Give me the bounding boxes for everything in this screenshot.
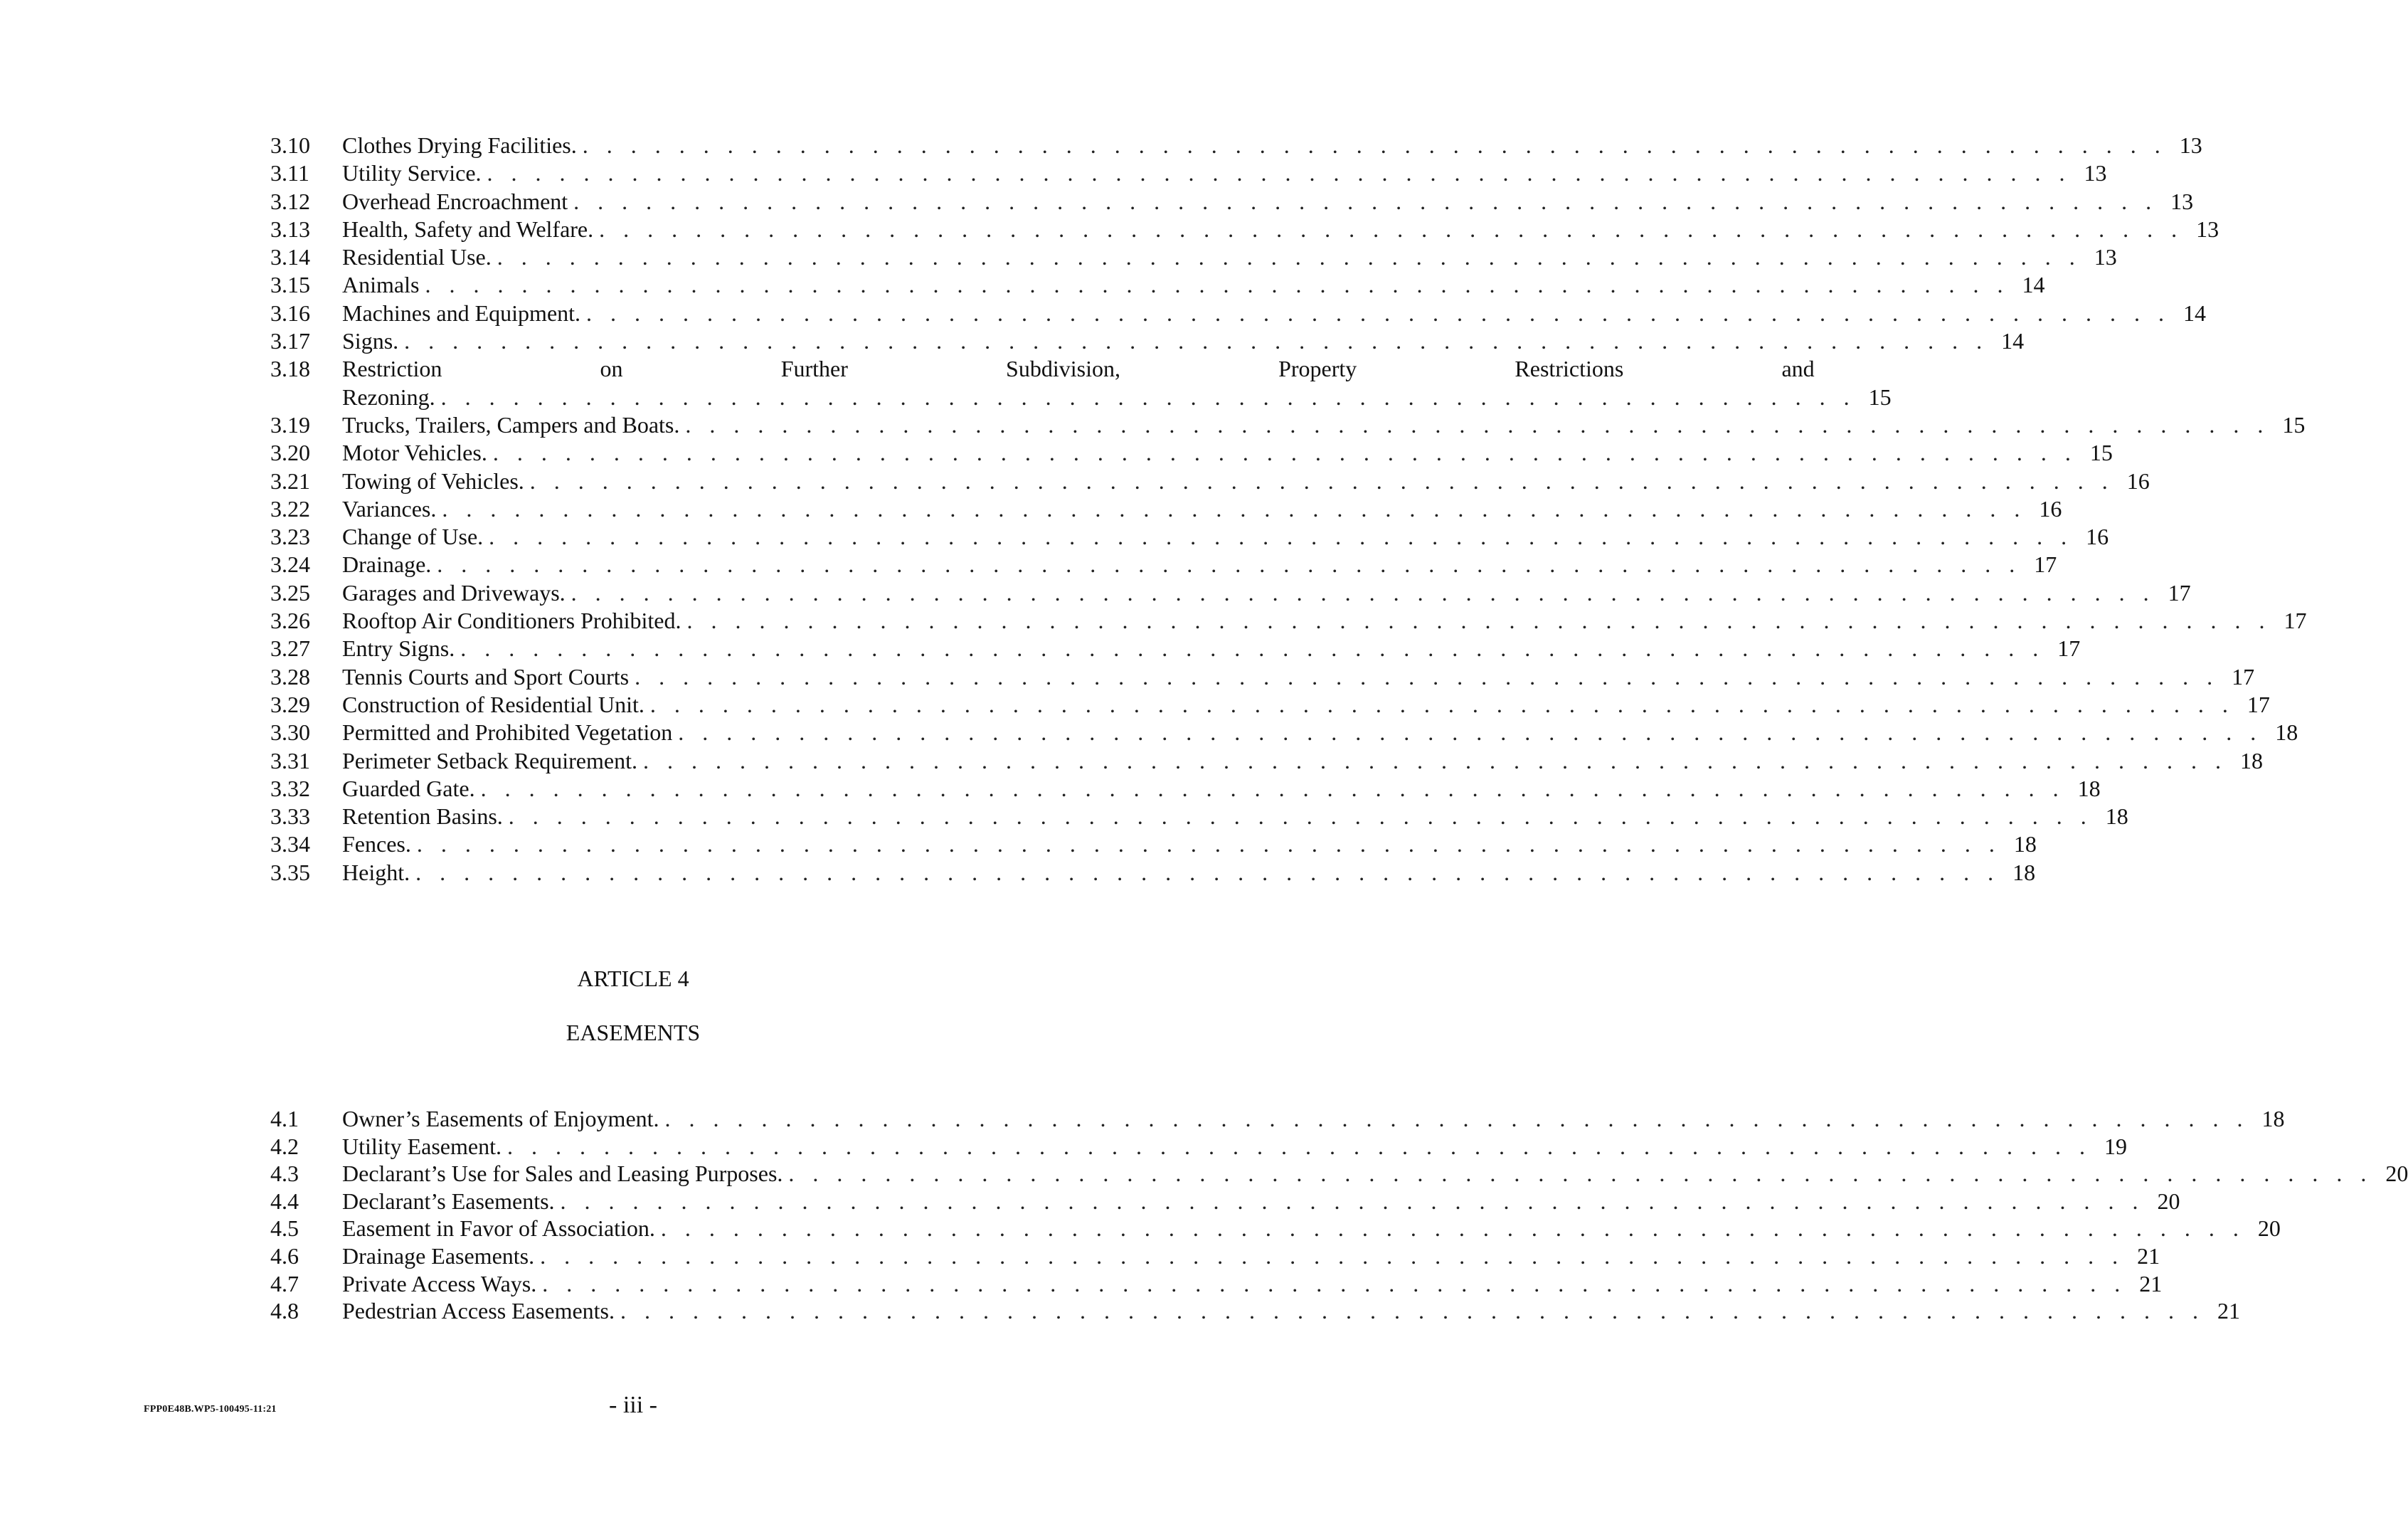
- toc-entry-number: 3.17: [270, 328, 310, 354]
- toc-entry-title: Machines and Equipment.: [342, 300, 581, 326]
- toc-entry: [270, 1215, 2281, 1242]
- toc-entry: [270, 271, 2045, 299]
- toc-entry-title: Trucks, Trailers, Campers and Boats.: [342, 411, 680, 438]
- toc-entry-number: 3.34: [270, 831, 310, 857]
- toc-entry-title: Perimeter Setback Requirement.: [342, 747, 637, 773]
- dot-leader: . . . . . . . . . . . . . . . . . . . . . . . . . . . . . . . . . . . . . . . . . . . . . . . . . . . . . . . . . . . . . . . . . .: [660, 1215, 2245, 1242]
- toc-entries-mid: [270, 411, 2307, 887]
- toc-entry-number: 4.7: [270, 1270, 299, 1296]
- toc-entry-page: 13: [2179, 132, 2202, 158]
- toc-entry-title: Easement in Favor of Association.: [342, 1215, 655, 1242]
- article-heading: ARTICLE 4: [577, 966, 689, 991]
- toc-entry-title: Garages and Driveways.: [342, 579, 566, 606]
- dot-leader: . . . . . . . . . . . . . . . . . . . . . . . . . . . . . . . . . . . . . . . . . . . . . . . . . . . . . . . . . . . . . . . . . .: [664, 1106, 2249, 1131]
- toc-entry-page: 15: [1868, 384, 1892, 410]
- toc-entry-title: Variances.: [342, 495, 437, 522]
- toc-entry-page: 18: [2275, 719, 2298, 746]
- toc-entry-number: 3.16: [270, 300, 310, 326]
- article-title: EASEMENTS: [566, 1020, 701, 1045]
- toc-entry-page: 19: [2104, 1133, 2127, 1159]
- toc-entry-page: 18: [2077, 775, 2101, 801]
- toc-entry: [270, 719, 2298, 746]
- toc-entry-number: 3.11: [270, 160, 309, 186]
- dot-leader: . . . . . . . . . . . . . . . . . . . . . . . . . . . . . . . . . . . . . . . . . . . . . . . . . . . . . . . . . . . . . . . . . .: [635, 663, 2219, 690]
- toc-entry-number: 4.8: [270, 1298, 299, 1324]
- toc-entry: [270, 859, 2036, 887]
- toc-entry: [270, 1270, 2163, 1298]
- toc-entry-number: 3.27: [270, 635, 310, 662]
- toc-entry-page: 17: [2057, 635, 2081, 662]
- toc-entry-page: 18: [2012, 859, 2036, 885]
- dot-leader: . . . . . . . . . . . . . . . . . . . . . . . . . . . . . . . . . . . . . . . . . . . . . . . . . . . . . . . . . . . . . . . . . .: [542, 1270, 2127, 1296]
- toc-entry-page: 13: [2094, 244, 2117, 270]
- toc-entry-title: Fences.: [342, 831, 411, 857]
- dot-leader: . . . . . . . . . . . . . . . . . . . . . . . . . . . . . . . . . . . . . . . . . . . . . . . . . . . . . . . . . . . . . . . . . .: [649, 691, 2234, 717]
- dot-leader: . . . . . . . . . . . . . . . . . . . . . . . . . . . . . . . . . . . . . . . . . . . . . . . . . . . . . . . . . . . . . . . . . .: [487, 160, 2072, 186]
- toc-entry: [270, 132, 2202, 159]
- toc-entry: [270, 439, 2113, 467]
- dot-leader: . . . . . . . . . . . . . . . . . . . . . . . . . . . . . . . . . . . . . . . . . . . . . . . . . . . . . . . . . . . . . . . . . .: [404, 328, 1989, 354]
- toc-entry: [270, 1297, 2240, 1325]
- toc-entry-number: 3.26: [270, 608, 310, 634]
- toc-entry: [270, 1242, 2160, 1270]
- dot-leader: . . . . . . . . . . . . . . . . . . . . . . . . . . . . . . . . . . . . . . . . . . . . . . . . . . . . . . . . . . . . . . . . . .: [497, 244, 2081, 270]
- toc-entry: [270, 1188, 2180, 1215]
- toc-entry-title: Utility Easement.: [342, 1133, 502, 1159]
- dot-leader: . . . . . . . . . . . . . . . . . . . . . . . . . . . . . . . . . . . . . . . . . . . . . . . . . . . . . . . . . . . . . . . . . .: [620, 1298, 2205, 1324]
- toc-entry-number: 4.2: [270, 1133, 299, 1159]
- toc-entry-title: Motor Vehicles.: [342, 440, 487, 466]
- toc-entry-number: 3.22: [270, 495, 310, 522]
- toc-entry-title: Tennis Courts and Sport Courts: [342, 663, 630, 690]
- toc-entry: [270, 1133, 2127, 1161]
- document-id-footer: FPP0E48B.WP5-100495-11:21: [144, 1404, 277, 1415]
- toc-entry-number: 3.30: [270, 719, 310, 746]
- toc-entry-page: 21: [2139, 1270, 2163, 1296]
- toc-entry-title: Entry Signs.: [342, 635, 455, 662]
- toc-entry-page: 20: [2257, 1215, 2281, 1242]
- toc-entries-bottom: [270, 1105, 2408, 1325]
- toc-entry-title: Permitted and Prohibited Vegetation: [342, 719, 673, 746]
- toc-entry-number: 3.10: [270, 132, 310, 158]
- toc-entry: [270, 830, 2037, 858]
- dot-leader: . . . . . . . . . . . . . . . . . . . . . . . . . . . . . . . . . . . . . . . . . . . . . . . . . . . . . . . . . . . . . . . . . .: [586, 300, 2171, 326]
- toc-entry: [270, 663, 2255, 691]
- toc-entry-title: Residential Use.: [342, 244, 492, 270]
- toc-entry-number: 4.4: [270, 1188, 299, 1214]
- toc-entry-title-line2-row: [342, 384, 1892, 411]
- toc-entry-wrap-body: [342, 355, 1892, 411]
- toc-entry-wrapped: [270, 355, 1892, 411]
- toc-entry-number: 3.18: [270, 356, 310, 382]
- toc-entry-title: Construction of Residential Unit.: [342, 691, 645, 717]
- toc-entry-page: 17: [2034, 551, 2057, 578]
- dot-leader: . . . . . . . . . . . . . . . . . . . . . . . . . . . . . . . . . . . . . . . . . . . . . . . . . . . . . . . . . . . . . . . . . .: [685, 411, 2270, 438]
- toc-entry: [270, 300, 2207, 327]
- toc-entry-number: 3.25: [270, 579, 310, 606]
- toc-entry-number: 4.3: [270, 1161, 299, 1187]
- dot-leader: . . . . . . . . . . . . . . . . . . . . . . . . . . . . . . . . . . . . . . . . . . . . . . . . . . . . . . . . . . . . . . . . . .: [415, 859, 2000, 885]
- page-number-footer: - iii -: [609, 1392, 657, 1418]
- dot-leader: . . . . . . . . . . . . . . . . . . . . . . . . . . . . . . . . . . . . . . . . . . . . . . . . . . . . . . . . . . . . . . . . . .: [788, 1161, 2373, 1187]
- dot-leader: . . . . . . . . . . . . . . . . . . . . . . . . . . . . . . . . . . . . . . . . . . . . . . . . . . . . . . . . . . . . . . . . . .: [529, 468, 2114, 494]
- dot-leader: . . . . . . . . . . . . . . . . . . . . . . . . . . . . . . . . . . . . . . . . . . . . . . . . . . . . . . . . . . . . . . . . . .: [642, 747, 2227, 773]
- toc-entry-page: 17: [2247, 691, 2270, 717]
- toc-entry-title: Health, Safety and Welfare.: [342, 216, 594, 242]
- toc-entry: [270, 495, 2062, 523]
- dot-leader: . . . . . . . . . . . . . . . . . . . . . . . . . . . . . . . . . . . . . . . . . . . . . . . . . . . . . . . . . . . . . . . . . .: [582, 132, 2167, 158]
- toc-entry-number: 3.31: [270, 747, 310, 773]
- toc-entry: [270, 691, 2270, 719]
- toc-article-3-list: [270, 132, 2307, 887]
- toc-entry-number: 4.5: [270, 1215, 299, 1242]
- toc-entry: [270, 775, 2101, 803]
- toc-entry-page: 16: [2086, 524, 2109, 550]
- toc-entry-number: 3.20: [270, 440, 310, 466]
- toc-entry-title: Signs.: [342, 328, 399, 354]
- toc-entry: [270, 635, 2081, 662]
- toc-entry-number: 3.32: [270, 775, 310, 801]
- dot-leader: . . . . . . . . . . . . . . . . . . . . . . . . . . . . . . . . . . . . . . . . . . . . . . . . . . . . . . . . . . . . . . . . . .: [416, 831, 2001, 857]
- toc-entry: [270, 188, 2194, 216]
- dot-leader: . . . . . . . . . . . . . . . . . . . . . . . . . . . . . . . . . . . . . . . . . . . . . . . . . . . . . . . . . . . . . . . . . .: [560, 1188, 2145, 1214]
- toc-entry: [270, 1160, 2408, 1188]
- toc-entry-title-line2: Rezoning.: [342, 384, 435, 410]
- toc-entry: [270, 523, 2109, 551]
- toc-entry-number: 3.15: [270, 272, 310, 298]
- dot-leader: . . . . . . . . . . . . . . . . . . . . . . . . . . . . . . . . . . . . . . . . . . . . . . . . . . . . . . . . . . . . . . . . . .: [678, 719, 2263, 746]
- dot-leader: . . . . . . . . . . . . . . . . . . . . . . . . . . . . . . . . . . . . . . . . . . . . . . . . . . . . . . . . . . . . . . . . . .: [460, 635, 2045, 662]
- toc-entry-title: Clothes Drying Facilities.: [342, 132, 577, 158]
- dot-leader: . . . . . . . . . . . . . . . . . . . . . . . . . . . . . . . . . . . . . . . . . . . . . . . . . . . . . . . . . . . . . . . . . .: [506, 1133, 2091, 1159]
- toc-entry-number: 3.35: [270, 859, 310, 885]
- toc-article-4-list: [270, 1105, 2408, 1325]
- toc-entry-page: 21: [2137, 1242, 2160, 1269]
- toc-entry: [270, 411, 2306, 439]
- dot-leader: . . . . . . . . . . . . . . . . . . . . . . . . . . . . . . . . . . . . . . . . . . . . . . . . . . . . . . . . . . . . . . . . . .: [492, 440, 2077, 466]
- toc-entry-page: 13: [2196, 216, 2219, 242]
- toc-entry: [270, 747, 2263, 775]
- toc-entry-number: 3.24: [270, 551, 310, 578]
- toc-entry-number: 3.29: [270, 691, 310, 717]
- toc-entry-page: 21: [2217, 1298, 2240, 1324]
- toc-entry-page: 18: [2013, 831, 2037, 857]
- toc-entry-title: Animals: [342, 272, 420, 298]
- toc-entry-title: Height.: [342, 859, 410, 885]
- dot-leader: . . . . . . . . . . . . . . . . . . . . . . . . . . . . . . . . . . . . . . . . . . . . . . . . . . . . . . . . . . . . . . . . . .: [425, 272, 2010, 298]
- toc-entry-page: 20: [2157, 1188, 2180, 1214]
- toc-entry-number: 3.14: [270, 244, 310, 270]
- toc-entry-title: Drainage.: [342, 551, 432, 578]
- toc-entry-page: 17: [2232, 663, 2255, 690]
- dot-leader: . . . . . . . . . . . . . . . . . . . . . . . . . . . . . . . . . . . . . . . . . . . . . . . . . . . . . . . . . . . . . . . . . .: [442, 495, 2027, 522]
- dot-leader: . . . . . . . . . . . . . . . . . . . . . . . . . . . . . . . . . . . . . . . . . . . . . . . . . . . . . . . . . . . . . . . . . .: [540, 1242, 2125, 1269]
- toc-entry: [270, 551, 2057, 579]
- toc-entry: [270, 216, 2219, 243]
- toc-entry-title: Rooftop Air Conditioners Prohibited.: [342, 608, 681, 634]
- toc-entry-page: 18: [2105, 803, 2128, 830]
- toc-entry-number: 3.12: [270, 188, 310, 214]
- toc-entry-title: Pedestrian Access Easements.: [342, 1298, 615, 1324]
- toc-entry-page: 18: [2261, 1106, 2285, 1131]
- toc-entry-number: 3.23: [270, 524, 310, 550]
- toc-entry: [270, 607, 2307, 635]
- toc-entry-page: 15: [2282, 411, 2306, 438]
- toc-entry-number: 3.33: [270, 803, 310, 830]
- dot-leader: . . . . . . . . . . . . . . . . . . . . . . . . . . . . . . . . . . . . . . . . . . . . . . . . . . . . . . . . . . . . . . . . . .: [571, 579, 2155, 606]
- toc-entry-title: Owner’s Easements of Enjoyment.: [342, 1106, 659, 1131]
- toc-entry-page: 16: [2126, 468, 2150, 494]
- toc-entry-title: Change of Use.: [342, 524, 484, 550]
- toc-entry-page: 13: [2084, 160, 2107, 186]
- toc-entry-page: 17: [2284, 608, 2307, 634]
- dot-leader: . . . . . . . . . . . . . . . . . . . . . . . . . . . . . . . . . . . . . . . . . . . . . . . . . . . . . . . . . . . . . . . . . .: [599, 216, 2184, 242]
- toc-entry: [270, 468, 2150, 495]
- toc-entry-page: 15: [2089, 440, 2113, 466]
- dot-leader: . . . . . . . . . . . . . . . . . . . . . . . . . . . . . . . . . . . . . . . . . . . . . . . . . . . . . . . . . . . . . . . . . .: [489, 524, 2074, 550]
- toc-entries-top: [270, 132, 2219, 355]
- toc-entry-number: 3.21: [270, 468, 310, 494]
- toc-entry: [270, 579, 2191, 607]
- toc-entry-title: Declarant’s Use for Sales and Leasing Purposes.: [342, 1161, 783, 1187]
- toc-entry-number: 3.13: [270, 216, 310, 242]
- toc-entry-title: Retention Basins.: [342, 803, 503, 830]
- toc-entry-page: 14: [2022, 272, 2045, 298]
- toc-entry-title: Private Access Ways.: [342, 1270, 537, 1296]
- toc-entry: [270, 1105, 2285, 1133]
- toc-entry: [270, 243, 2117, 271]
- toc-entry-page: 16: [2039, 495, 2062, 522]
- toc-entry-page: 13: [2170, 188, 2194, 214]
- toc-entry: [270, 803, 2128, 830]
- dot-leader: . . . . . . . . . . . . . . . . . . . . . . . . . . . . . . . . . . . . . . . . . . . . . . . . . . . . . . . . . . .: [440, 384, 1856, 410]
- toc-entry-title: Drainage Easements.: [342, 1242, 535, 1269]
- toc-entry-title: Overhead Encroachment: [342, 188, 568, 214]
- toc-entry-title: Guarded Gate.: [342, 775, 475, 801]
- toc-entry-number: 4.6: [270, 1242, 299, 1269]
- toc-entry-page: 17: [2168, 579, 2191, 606]
- toc-entry-title-line1: Restriction on Further Subdivision, Property Restrictions and: [342, 356, 1815, 382]
- dot-leader: . . . . . . . . . . . . . . . . . . . . . . . . . . . . . . . . . . . . . . . . . . . . . . . . . . . . . . . . . . . . . . . . . .: [437, 551, 2022, 578]
- dot-leader: . . . . . . . . . . . . . . . . . . . . . . . . . . . . . . . . . . . . . . . . . . . . . . . . . . . . . . . . . . . . . . . . . .: [480, 775, 2065, 801]
- toc-entry-number: 4.1: [270, 1106, 299, 1131]
- toc-entry-title: Utility Service.: [342, 160, 482, 186]
- toc-entry-page: 18: [2239, 747, 2263, 773]
- toc-entry-number: 3.19: [270, 411, 310, 438]
- toc-entry-title: Declarant’s Easements.: [342, 1188, 555, 1214]
- toc-entry-page: 14: [2001, 328, 2025, 354]
- toc-entry-number: 3.28: [270, 663, 310, 690]
- toc-entry-page: 20: [2385, 1161, 2408, 1187]
- dot-leader: . . . . . . . . . . . . . . . . . . . . . . . . . . . . . . . . . . . . . . . . . . . . . . . . . . . . . . . . . . . . . . . . . .: [508, 803, 2093, 830]
- toc-entry: [270, 327, 2025, 355]
- dot-leader: . . . . . . . . . . . . . . . . . . . . . . . . . . . . . . . . . . . . . . . . . . . . . . . . . . . . . . . . . . . . . . . . . .: [573, 188, 2158, 214]
- toc-entry-page: 14: [2183, 300, 2207, 326]
- toc-entry-title: Towing of Vehicles.: [342, 468, 524, 494]
- toc-entry: [270, 159, 2107, 187]
- dot-leader: . . . . . . . . . . . . . . . . . . . . . . . . . . . . . . . . . . . . . . . . . . . . . . . . . . . . . . . . . . . . . . . . . .: [686, 608, 2271, 634]
